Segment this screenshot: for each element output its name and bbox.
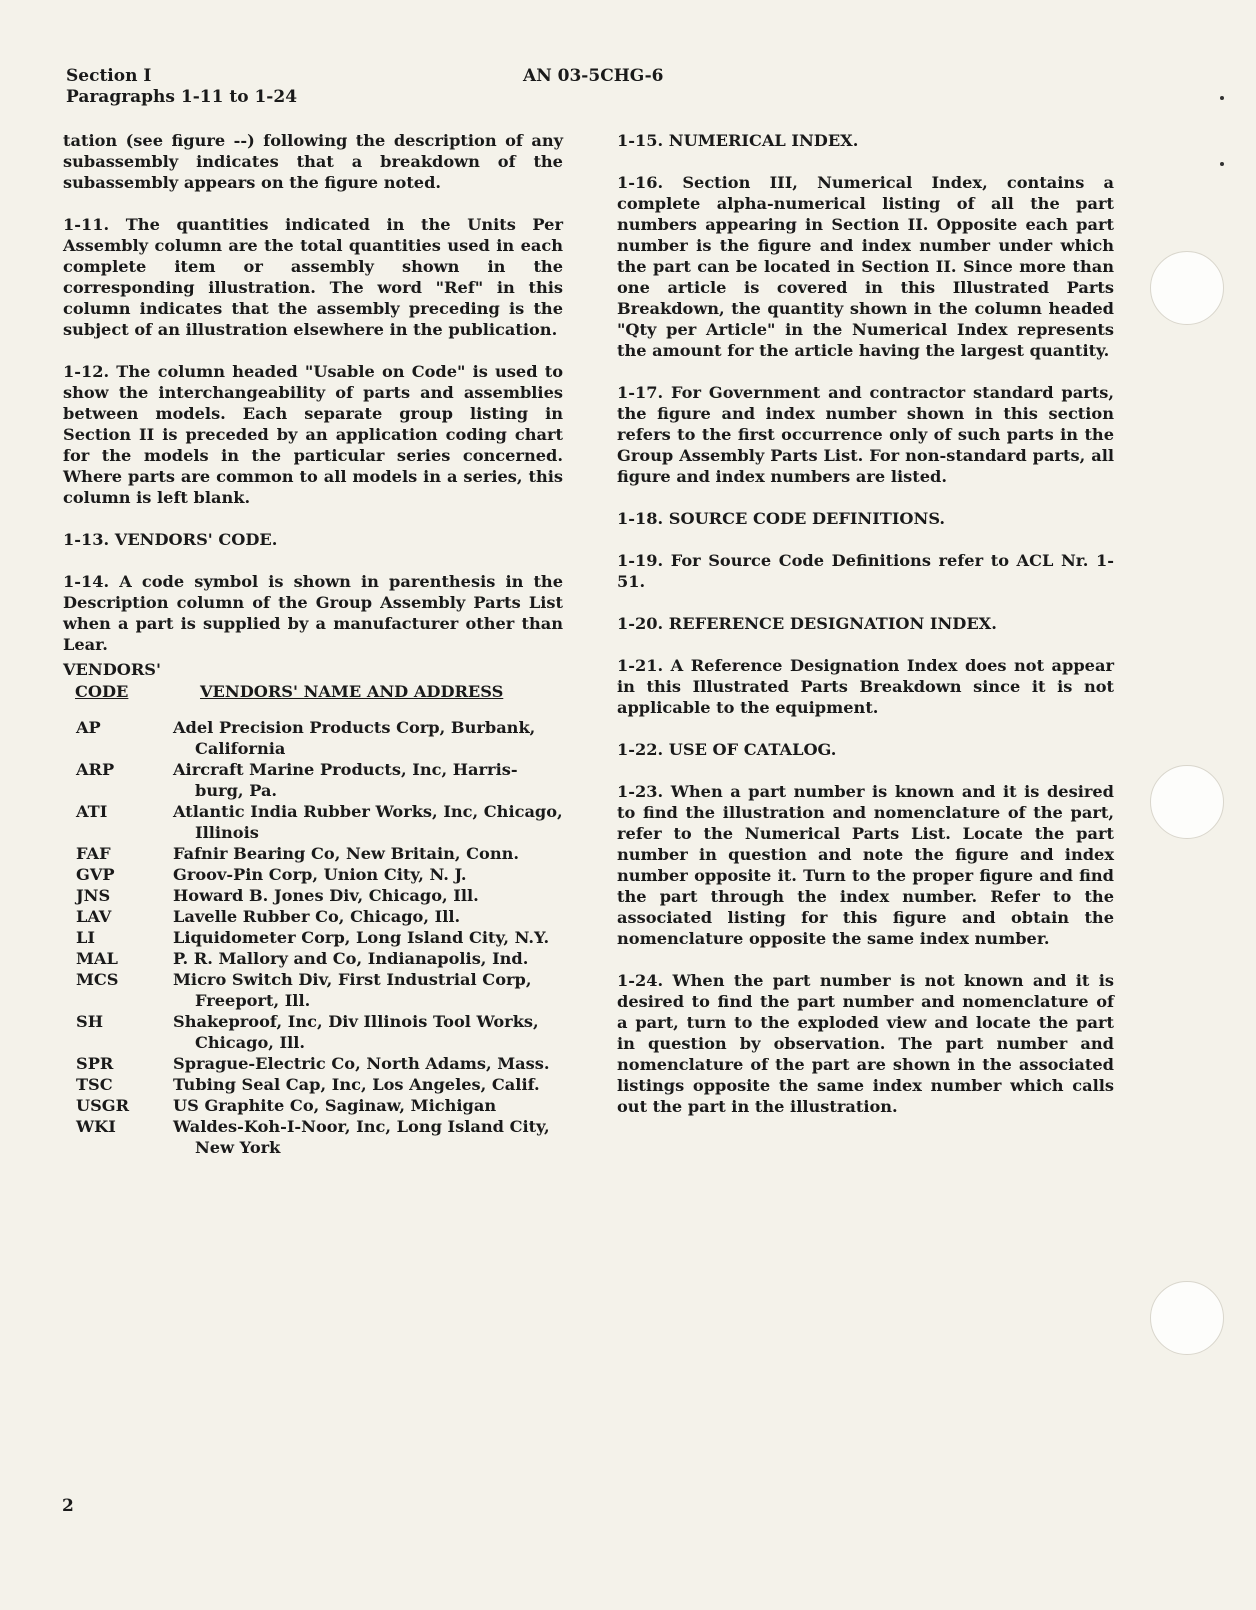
vendor-name-address: [173, 717, 563, 759]
punch-hole-bottom: [1150, 1281, 1224, 1355]
speck: [1220, 96, 1224, 100]
vendor-row: [63, 759, 563, 801]
vendor-row: [63, 1053, 563, 1074]
speck: [1220, 162, 1224, 166]
paragraph-1-11: 1-11. The quantities indicated in the Units Per Assembly column are the total quantities used in each complete item or assembly shown in the corresponding illustration. The word "Ref" in this column indicates that the assembly preceding is the subject of an illustration elsewhere in the publication.: [63, 215, 563, 339]
document-number: AN 03-5CHG-6: [523, 66, 664, 86]
paragraph-1-23: 1-23. When a part number is known and it is desired to find the illustration and nomenclature of the part, refer to the Numerical Parts List. Locate the part number in question and note the figure and index number opposite it. Turn to the proper figure and find the part through the index number. Refer to the associated listing for this figure and obtain the nomenclature opposite the same index number.: [617, 782, 1114, 948]
vendor-code: WKI: [76, 1117, 116, 1136]
vendors-name-header: VENDORS' NAME AND ADDRESS: [200, 682, 504, 701]
heading-1-13: 1-13. VENDORS' CODE.: [63, 530, 278, 549]
vendor-row: [63, 1095, 563, 1116]
vendor-row: [63, 927, 563, 948]
vendor-name-line: Sprague-Electric Co, North Adams, Mass.: [173, 1054, 550, 1073]
vendor-code: MAL: [76, 949, 118, 968]
vendor-name-line: Atlantic India Rubber Works, Inc, Chicago,: [173, 802, 563, 821]
vendor-name-address: [173, 948, 563, 969]
vendor-name-line: Micro Switch Div, First Industrial Corp,: [173, 970, 532, 989]
vendor-row: [63, 906, 563, 927]
paragraph-1-17: 1-17. For Government and contractor standard parts, the figure and index number shown in this section refers to the first occurrence only of such parts in the Group Assembly Parts List. For non-standard parts, all figure and index numbers are listed.: [617, 383, 1114, 486]
vendor-code: ATI: [76, 802, 108, 821]
vendor-code: SH: [76, 1012, 103, 1031]
vendor-address-line: Illinois: [195, 823, 259, 842]
vendor-code: ARP: [76, 760, 115, 779]
vendor-row: [63, 801, 563, 843]
vendor-name-address: [173, 1053, 563, 1074]
vendor-address-line: New York: [195, 1138, 281, 1157]
vendor-code: SPR: [76, 1054, 114, 1073]
vendor-name-address: [173, 969, 563, 1011]
heading-1-22: 1-22. USE OF CATALOG.: [617, 740, 837, 759]
vendor-code: LAV: [76, 907, 112, 926]
vendor-address-line: burg, Pa.: [195, 781, 278, 800]
vendor-name-address: [173, 1011, 563, 1053]
paragraph-1-24: 1-24. When the part number is not known and it is desired to find the part number and nomenclature of a part, turn to the exploded view and locate the part in question by observation. The part number and nomenclature of the part are shown in the associated listings opposite the same index number which calls out the part in the illustration.: [617, 971, 1114, 1116]
vendor-code: MCS: [76, 970, 119, 989]
vendor-name-line: Aircraft Marine Products, Inc, Harris-: [173, 760, 518, 779]
vendor-row: [63, 948, 563, 969]
vendor-address-line: Chicago, Ill.: [195, 1033, 306, 1052]
section-label: Section I: [66, 66, 152, 86]
vendor-name-line: Shakeproof, Inc, Div Illinois Tool Works,: [173, 1012, 539, 1031]
heading-1-15: 1-15. NUMERICAL INDEX.: [617, 131, 859, 150]
vendor-row: [63, 1011, 563, 1053]
right-column: [617, 130, 1114, 1138]
page-number: 2: [62, 1496, 74, 1516]
vendor-row: [63, 1074, 563, 1095]
vendor-name-address: [173, 843, 563, 864]
left-column: [63, 130, 563, 1158]
vendor-name-line: Groov-Pin Corp, Union City, N. J.: [173, 865, 467, 884]
vendor-name-address: [173, 906, 563, 927]
vendor-name-line: Tubing Seal Cap, Inc, Los Angeles, Calif.: [173, 1075, 540, 1094]
vendor-name-line: Fafnir Bearing Co, New Britain, Conn.: [173, 844, 519, 863]
vendor-name-address: [173, 1116, 563, 1158]
vendor-name-line: Adel Precision Products Corp, Burbank,: [173, 718, 536, 737]
vendor-name-address: [173, 759, 563, 801]
vendor-name-line: Lavelle Rubber Co, Chicago, Ill.: [173, 907, 461, 926]
vendor-name-line: Waldes-Koh-I-Noor, Inc, Long Island City,: [173, 1117, 550, 1136]
paragraph-1-12: 1-12. The column headed "Usable on Code" is used to show the interchangeability of parts and assemblies between models. Each separate group listing in Section II is preceded by an application coding chart for the models in the particular series concerned. Where parts are common to all models in a series, this column is left blank.: [63, 362, 563, 507]
vendor-name-address: [173, 864, 563, 885]
vendor-name-line: P. R. Mallory and Co, Indianapolis, Ind.: [173, 949, 529, 968]
vendor-address-line: Freeport, Ill.: [195, 991, 311, 1010]
heading-1-18: 1-18. SOURCE CODE DEFINITIONS.: [617, 509, 946, 528]
vendor-row: [63, 843, 563, 864]
vendor-row: [63, 864, 563, 885]
vendor-name-address: [173, 927, 563, 948]
heading-1-20: 1-20. REFERENCE DESIGNATION INDEX.: [617, 614, 997, 633]
paragraph-1-16: 1-16. Section III, Numerical Index, contains a complete alpha-numerical listing of all the part numbers appearing in Section II. Opposite each part number is the figure and index number under which the part can be located in Section II. Since more than one article is covered in this Illustrated Parts Breakdown, the quantity shown in the column headed "Qty per Article" in the Numerical Index represents the amount for the article having the largest quantity.: [617, 173, 1114, 360]
vendor-name-line: Liquidometer Corp, Long Island City, N.Y.: [173, 928, 550, 947]
vendor-name-line: US Graphite Co, Saginaw, Michigan: [173, 1096, 497, 1115]
paragraph-1-19: 1-19. For Source Code Definitions refer to ACL Nr. 1-51.: [617, 551, 1114, 591]
punch-hole-top: [1150, 251, 1224, 325]
vendor-name-address: [173, 1074, 563, 1095]
paragraph-1-14: 1-14. A code symbol is shown in parenthesis in the Description column of the Group Assembly Parts List when a part is supplied by a manufacturer other than Lear.: [63, 572, 563, 654]
vendors-code-header-line2: CODE: [75, 682, 129, 701]
vendor-name-address: [173, 1095, 563, 1116]
vendor-name-address: [173, 801, 563, 843]
vendors-table-header: [63, 659, 563, 703]
paragraph-range: Paragraphs 1-11 to 1-24: [66, 87, 298, 107]
vendor-code: FAF: [76, 844, 111, 863]
vendors-table: [63, 717, 563, 1158]
vendor-code: TSC: [76, 1075, 113, 1094]
vendor-name-line: Howard B. Jones Div, Chicago, Ill.: [173, 886, 479, 905]
vendor-row: [63, 717, 563, 759]
vendor-address-line: California: [195, 739, 286, 758]
page-header-left: [66, 66, 297, 108]
vendor-code: JNS: [76, 886, 111, 905]
vendor-row: [63, 1116, 563, 1158]
vendors-code-header-line1: VENDORS': [63, 660, 161, 679]
punch-hole-middle: [1150, 765, 1224, 839]
vendor-name-address: [173, 885, 563, 906]
paragraph-1-21: 1-21. A Reference Designation Index does not appear in this Illustrated Parts Breakdown since it is not applicable to the equipment.: [617, 656, 1114, 717]
vendor-code: AP: [76, 718, 101, 737]
vendor-code: USGR: [76, 1096, 130, 1115]
vendor-row: [63, 885, 563, 906]
vendor-code: GVP: [76, 865, 115, 884]
vendor-code: LI: [76, 928, 95, 947]
vendor-row: [63, 969, 563, 1011]
paragraph-continuation: tation (see figure --) following the description of any subassembly indicates that a breakdown of the subassembly appears on the figure noted.: [63, 131, 563, 192]
